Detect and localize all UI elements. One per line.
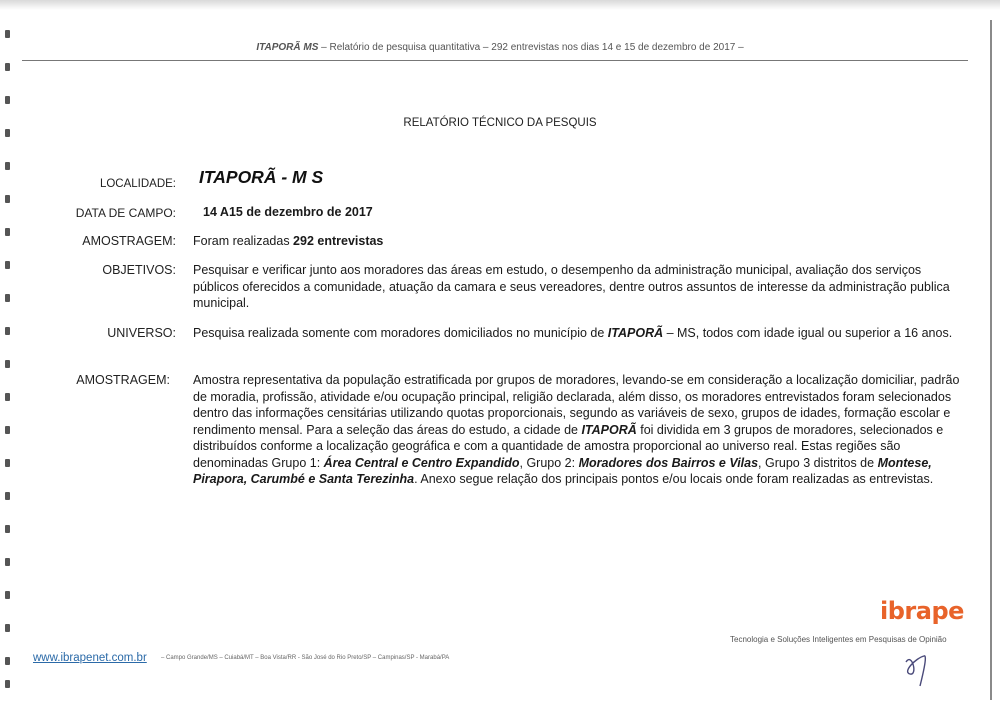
grupo-1: Área Central e Centro Expandido [323, 455, 520, 470]
universo-text-start: Pesquisa realizada somente com moradores domiciliados no município de [193, 326, 608, 340]
universo-text-end: – MS, todos com idade igual ou superior a 16 anos. [663, 326, 953, 340]
document-title: RELATÓRIO TÉCNICO DA PESQUIS [403, 117, 597, 129]
grupo-3: Montese, Pirapora, Carumbé e Santa Terezinha [193, 455, 932, 486]
header-city: ITAPORÃ MS [256, 42, 319, 53]
amostragem-detail-label: AMOSTRAGEM: [76, 373, 170, 387]
ibrape-logo: ibrape [880, 597, 964, 625]
data-campo-value: 14 A15 de dezembro de 2017 [203, 205, 373, 219]
amostragem-part-4: , Grupo 3 distritos de [758, 455, 878, 470]
office-cities: – Campo Grande/MS – Cuiabá/MT – Boa Vista/RR - São José do Rio Preto/SP – Campinas/SP - Marabá/PA [161, 655, 450, 661]
amostragem-part-3: , Grupo 2: [519, 455, 579, 470]
amostragem-value [193, 233, 968, 250]
website-link[interactable]: www.ibrapenet.com.br [33, 652, 147, 664]
header-subtitle: – Relatório de pesquisa quantitativa – 292 entrevistas nos dias 14 e 15 de dezembro de 2017 – [318, 42, 744, 53]
data-campo-label: DATA DE CAMPO: [75, 206, 176, 220]
amostragem-detail-text [193, 372, 968, 488]
amostragem-city: ITAPORÃ [581, 422, 637, 437]
amostragem-text: Foram realizadas [193, 234, 294, 248]
signature-mark [898, 648, 938, 688]
binding-holes [5, 30, 11, 690]
header-divider [22, 60, 968, 61]
universo-text [193, 325, 968, 342]
universo-city: ITAPORÃ [607, 326, 664, 340]
amostragem-part-2: foi dividida em 3 grupos de moradores, selecionados e distribuídos conforme a localização geográfica e com a quantidade de amostra proporcional ao universo real. Estas regiões são denominadas Grupo 1: [193, 422, 944, 470]
localidade-value: ITAPORÃ - M S [199, 167, 324, 187]
universo-label: UNIVERSO: [107, 326, 176, 340]
scan-shadow [0, 0, 1000, 10]
amostragem-label: AMOSTRAGEM: [82, 234, 176, 248]
objetivos-text: Pesquisar e verificar junto aos moradores das áreas em estudo, o desempenho da administração municipal, avaliação dos serviços públicos oferecidos a comunidade, atuação da camara e seus vereadores, dentre outros assuntos de interesse da administração publica municipal. [193, 263, 950, 310]
localidade-label: LOCALIDADE: [99, 178, 176, 190]
amostragem-count: 292 entrevistas [293, 234, 384, 248]
running-header [0, 42, 1000, 53]
brand-tagline: Tecnologia e Soluções Inteligentes em Pesquisas de Opinião [730, 635, 947, 644]
amostragem-part-5: . Anexo segue relação dos principais pontos e/ou locais onde foram realizadas as entrevistas. [414, 472, 934, 486]
objetivos-label: OBJETIVOS: [102, 263, 176, 277]
amostragem-part-1: Amostra representativa da população estratificada por grupos de moradores, levando-se em consideração a localização domiciliar, padrão de moradia, profissão, atividade e/ou ocupação principal, religião declarada, além disso, os moradores entrevistados foram selecionados dentro das informações censitárias utilizando quotas proporcionais, segundo as variáveis de sexo, grupos de idades, formação escolar e rendimento mensal. Para a seleção das áreas do estudo, a cidade de [193, 373, 960, 437]
grupo-2: Moradores dos Bairros e Vilas [578, 455, 759, 470]
